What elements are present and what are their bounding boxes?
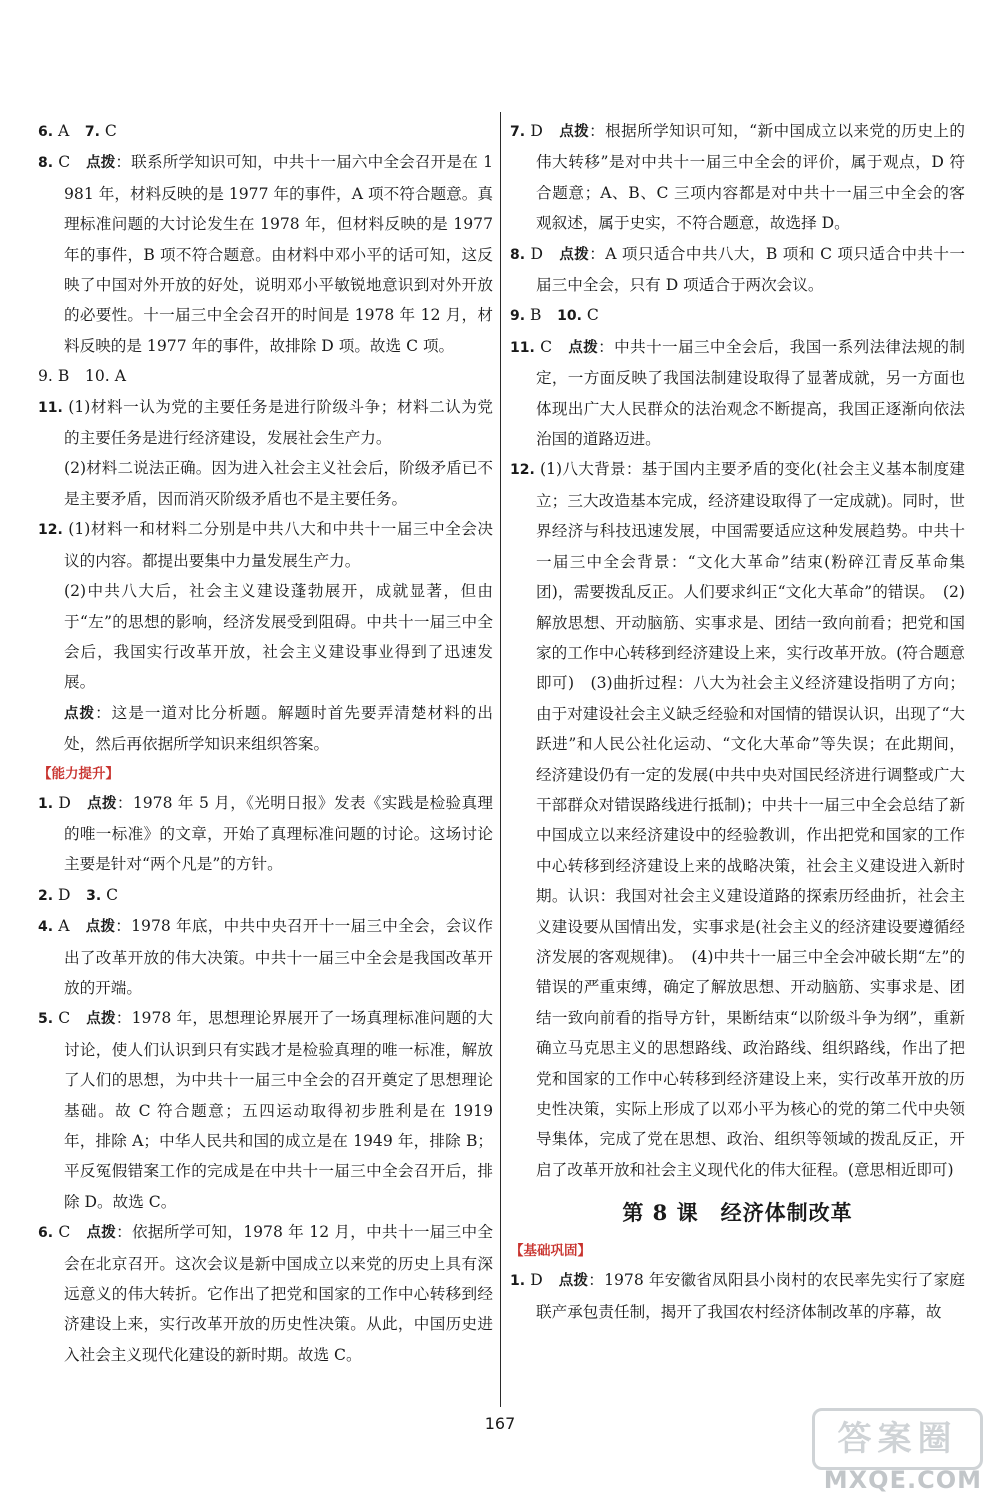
answer-hint: 点拨：这是一道对比分析题。解题时首先要弄清楚材料的出处，然后再依据所学知识来组织答案。 [64, 703, 493, 754]
answer-item: 2. D 3. C [38, 885, 119, 904]
section-label-ability: 【能力提升】 [38, 765, 119, 782]
hint-keyword: 点拨 [86, 1011, 116, 1028]
hint-keyword: 点拨 [85, 919, 116, 936]
hint-keyword: 点拨 [558, 1273, 589, 1290]
answer-item: 6. C 点拨：依据所学可知，1978 年 12 月，中共十一届三中全会在北京召开。这次会议是新中国成立以来党的历史上具有深远意义的伟大转折。它作出了把党和国家的工作中心转移到经济建设上来，实行改革开放的历史性决策。从此，中国历史进入社会主义现代化建设的新时期。故选 C。 [38, 1223, 494, 1364]
answer-subparagraph: (2)材料二说法正确。因为进入社会主义社会后，阶级矛盾已不是主要矛盾，因而消灭阶级矛盾也不是主要任务。 [64, 459, 493, 508]
answer-item-12: 12. (1)材料一和材料二分别是中共八大和中共十一届三中全会决议的内容。都提出要集中力量发展生产力。 [38, 520, 493, 570]
page-number: 167 [484, 1414, 516, 1433]
right-column [510, 116, 965, 1327]
section-label-basic: 【基础巩固】 [510, 1243, 591, 1260]
watermark-text: 答案圈 [812, 1408, 983, 1470]
hint-keyword: 点拨 [568, 339, 599, 356]
answer-item: 8. C 点拨：联系所学知识可知，中共十一届六中全会召开是在 1981 年，材料反映的是 1977 年的事件，A 项不符合题意。真理标准问题的大讨论发生在 1978 年，但材料反映的是 1977 年的事件，B 项不符合题意。由材料中邓小平的话可知，这反映了中国对外开放的好处，说明邓小平敏锐地意识到对外开放的必要性。十一届三中全会召开的时间是 1978 年 12 月，材料反映的是 1977 年的事件，故排除 D 项。故选 C 项。 [38, 153, 494, 355]
answer-item: 1. D 点拨：1978 年安徽省凤阳县小岗村的农民率先实行了家庭联产承包责任制，揭开了我国农村经济体制改革的序幕，故 [510, 1271, 965, 1321]
lesson-title: 第 8 课 经济体制改革 [622, 1200, 853, 1226]
hint-keyword: 点拨 [559, 124, 590, 140]
answer-item: 9. B 10. A [38, 367, 126, 386]
answer-item: 8. D 点拨：A 项只适合中共八大，B 项和 C 项只适合中共十一届三中全会，只有 D 项适合于两次会议。 [510, 244, 965, 295]
hint-keyword: 点拨 [87, 795, 117, 812]
answer-item: 9. B 10. C [510, 306, 599, 325]
answer-item: 5. C 点拨：1978 年，思想理论界展开了一场真理标准问题的大讨论，使人们认识到只有实践才是检验真理的唯一标准，解放了人们的思想，为中共十一届三中全会的召开奠定了思想理论基础。故 C 符合题意；五四运动取得初步胜利是在 1919 年，排除 A；中华人民共和国的成立是在 1949 年，排除 B；平反冤假错案工作的完成是在中共十一届三中全会召开后，排除 D。故选 C。 [38, 1009, 493, 1211]
answer-subparagraph: (2)中共八大后，社会主义建设蓬勃展开，成就显著，但由于“左”的思想的影响，经济发展受到阻碍。中共十一届三中全会后，我国实行改革开放，社会主义建设事业得到了迅速发展。 [64, 582, 493, 692]
column-divider [500, 112, 501, 1407]
answer-item: 7. D 点拨：根据所学知识可知，“新中国成立以来党的历史上的伟大转移”是对中共十一届三中全会的评价，属于观点，D 符合题意；A、B、C 三项内容都是对中共十一届三中全会的客观叙述，属于史实，不符合题意，故选择 D。 [510, 122, 965, 233]
answer-item: 11. C 点拨：中共十一届三中全会后，我国一系列法律法规的制定，一方面反映了我国法制建设取得了显著成就，另一方面也体现出广大人民群众的法治观念不断提高，我国正逐渐向依法治国的道路迈进。 [510, 337, 965, 449]
left-column [38, 116, 493, 1370]
hint-keyword: 点拨 [86, 155, 116, 172]
answer-item-12: 12. (1)八大背景：基于国内主要矛盾的变化(社会主义基本制度建立；三大改造基本完成，经济建设取得了一定成就)。同时，世界经济与科技迅速发展，中国需要适应这种发展趋势。中共十一届三中全会背景：“文化大革命”结束(粉碎江青反革命集团)，需要拨乱反正。人们要求纠正“文化大革命”的错误。 (2)解放思想、开动脑筋、实事求是、团结一致向前看；把党和国家的工作中心转移到经济建设上来，实行改革开放。(符合题意即可) (3)曲折过程：八大为社会主义经济建设指明了方向；由于对建设社会主义缺乏经验和对国情的错误认识，出现了“大跃进”和人民公社化运动、“文化大革命”等失误；在此期间，经济建设仍有一定的发展(中共中央对国民经济进行调整或广大干部群众对错误路线进行抵制)；中共十一届三中全会总结了新中国成立以来经济建设中的经验教训，作出把党和国家的工作中心转移到经济建设上来的战略决策，社会主义建设进入新时期。认识：我国对社会主义建设道路的探索历经曲折，社会主义建设要从国情出发，实事求是(社会主义的经济建设要遵循经济发展的客观规律)。 (4)中共十一届三中全会冲破长期“左”的错误的严重束缚，确定了解放思想、开动脑筋、实事求是、团结一致向前看的指导方针，果断结束“以阶级斗争为纲”，重新确立马克思主义的思想路线、政治路线、组织路线，作出了把党和国家的工作中心转移到经济建设上来，实行改革开放的历史性决策，实际上形成了以邓小平为核心的党的第二代中央领导集体，完成了党在思想、政治、组织等领域的拨乱反正，开启了改革开放和社会主义现代化的伟大征程。(意思相近即可) [510, 460, 966, 1179]
hint-keyword: 点拨 [86, 1225, 117, 1242]
watermark-url: MXQE.COM [823, 1466, 982, 1494]
hint-keyword: 点拨 [64, 705, 96, 722]
hint-keyword: 点拨 [559, 246, 590, 263]
answer-item-11: 11. (1)材料一认为党的主要任务是进行阶级斗争；材料二认为党的主要任务是进行经济建设，发展社会生产力。 [38, 397, 493, 448]
answer-item: 4. A 点拨：1978 年底，中共中央召开十一届三中全会，会议作出了改革开放的伟大决策。中共十一届三中全会是我国改革开放的开端。 [38, 917, 494, 997]
watermark-logo [792, 1408, 982, 1493]
answer-item: 6. A 7. C [38, 122, 117, 140]
answer-item: 1. D 点拨：1978 年 5 月，《光明日报》发表《实践是检验真理的唯一标准》的文章，开始了真理标准问题的讨论。这场讨论主要是针对“两个凡是”的方针。 [38, 793, 494, 874]
